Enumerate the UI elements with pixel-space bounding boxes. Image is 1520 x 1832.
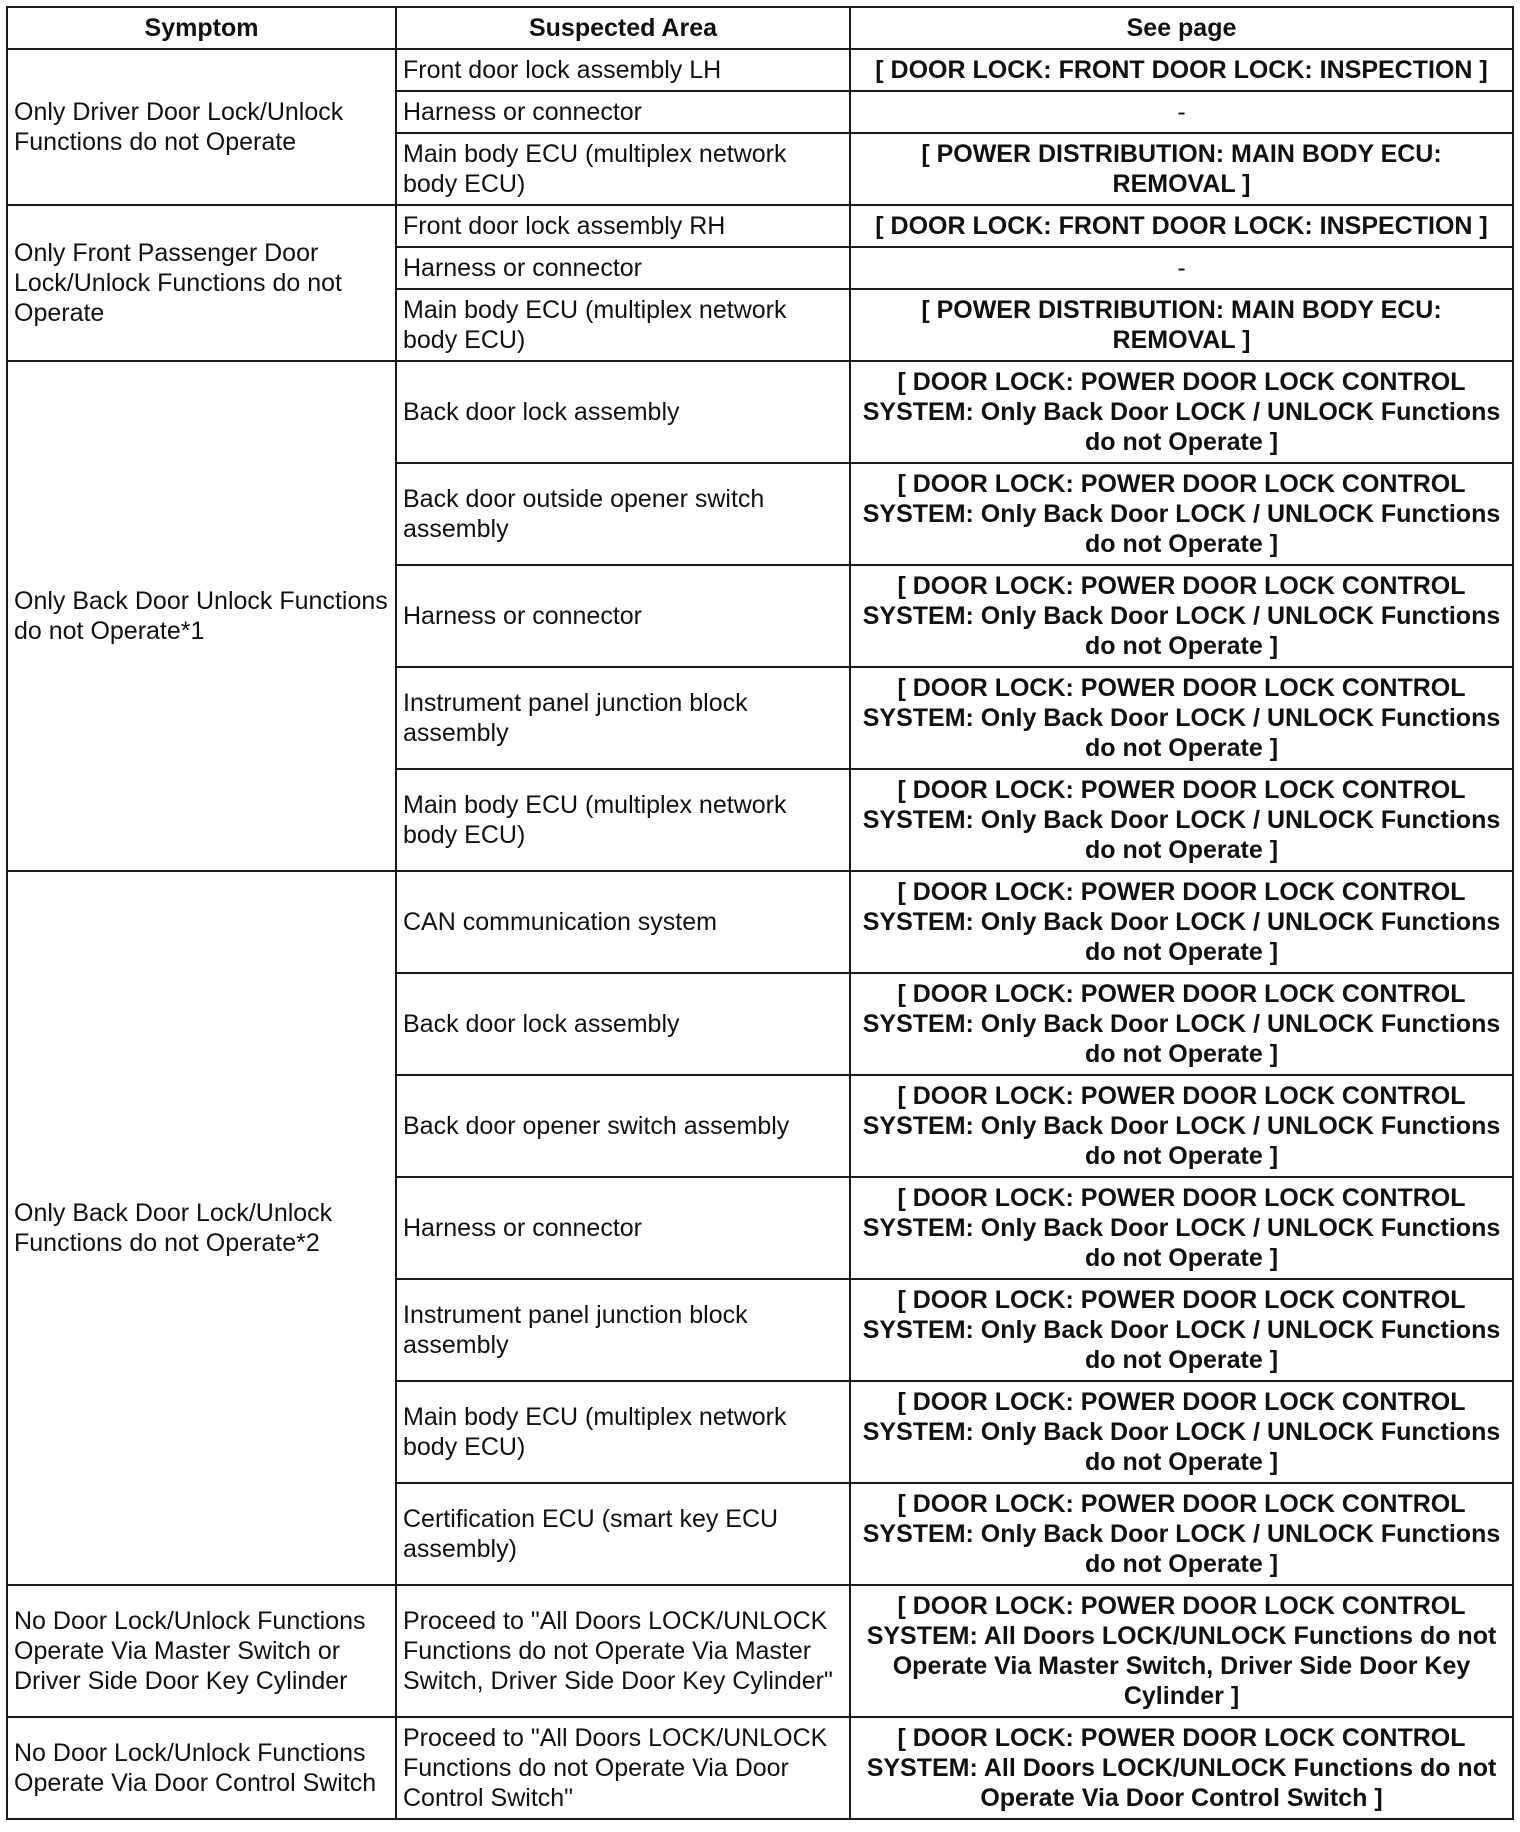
- suspected-area-cell: CAN communication system: [396, 871, 850, 973]
- see-page-cell: [ DOOR LOCK: POWER DOOR LOCK CONTROL SYSTEM: Only Back Door LOCK / UNLOCK Functions do not Operate ]: [850, 667, 1513, 769]
- see-page-cell: [ DOOR LOCK: POWER DOOR LOCK CONTROL SYSTEM: Only Back Door LOCK / UNLOCK Functions do not Operate ]: [850, 1075, 1513, 1177]
- symptom-cell: Only Front Passenger Door Lock/Unlock Functions do not Operate: [7, 205, 396, 361]
- symptom-cell: Only Back Door Lock/Unlock Functions do not Operate*2: [7, 871, 396, 1585]
- suspected-area-cell: Main body ECU (multiplex network body ECU): [396, 1381, 850, 1483]
- see-page-cell: [ DOOR LOCK: FRONT DOOR LOCK: INSPECTION ]: [850, 49, 1513, 91]
- table-row: [7, 361, 1513, 463]
- see-page-cell: [ DOOR LOCK: POWER DOOR LOCK CONTROL SYSTEM: Only Back Door LOCK / UNLOCK Functions do not Operate ]: [850, 1279, 1513, 1381]
- suspected-area-cell: Proceed to "All Doors LOCK/UNLOCK Functions do not Operate Via Master Switch, Driver Side Door Key Cylinder": [396, 1585, 850, 1717]
- suspected-area-cell: Certification ECU (smart key ECU assembly): [396, 1483, 850, 1585]
- symptom-cell: Only Back Door Unlock Functions do not Operate*1: [7, 361, 396, 871]
- suspected-area-cell: Main body ECU (multiplex network body ECU): [396, 769, 850, 871]
- suspected-area-cell: Front door lock assembly LH: [396, 49, 850, 91]
- see-page-cell: [ POWER DISTRIBUTION: MAIN BODY ECU: REMOVAL ]: [850, 133, 1513, 205]
- table-row: [7, 49, 1513, 91]
- table-row: [7, 205, 1513, 247]
- suspected-area-cell: Back door lock assembly: [396, 361, 850, 463]
- see-page-cell: [ DOOR LOCK: POWER DOOR LOCK CONTROL SYSTEM: Only Back Door LOCK / UNLOCK Functions do not Operate ]: [850, 769, 1513, 871]
- table-row: [7, 871, 1513, 973]
- see-page-cell: -: [850, 91, 1513, 133]
- see-page-cell: [ DOOR LOCK: FRONT DOOR LOCK: INSPECTION ]: [850, 205, 1513, 247]
- see-page-cell: [ POWER DISTRIBUTION: MAIN BODY ECU: REMOVAL ]: [850, 289, 1513, 361]
- see-page-cell: [ DOOR LOCK: POWER DOOR LOCK CONTROL SYSTEM: Only Back Door LOCK / UNLOCK Functions do not Operate ]: [850, 463, 1513, 565]
- suspected-area-cell: Instrument panel junction block assembly: [396, 1279, 850, 1381]
- see-page-cell: [ DOOR LOCK: POWER DOOR LOCK CONTROL SYSTEM: All Doors LOCK/UNLOCK Functions do not Operate Via Master Switch, Driver Side Door Key Cylinder ]: [850, 1585, 1513, 1717]
- see-page-cell: [ DOOR LOCK: POWER DOOR LOCK CONTROL SYSTEM: Only Back Door LOCK / UNLOCK Functions do not Operate ]: [850, 871, 1513, 973]
- problem-symptoms-table: [6, 6, 1514, 1820]
- see-page-cell: [ DOOR LOCK: POWER DOOR LOCK CONTROL SYSTEM: Only Back Door LOCK / UNLOCK Functions do not Operate ]: [850, 973, 1513, 1075]
- suspected-area-cell: Proceed to "All Doors LOCK/UNLOCK Functions do not Operate Via Door Control Switch": [396, 1717, 850, 1819]
- suspected-area-cell: Main body ECU (multiplex network body ECU): [396, 133, 850, 205]
- see-page-cell: -: [850, 247, 1513, 289]
- symptom-cell: No Door Lock/Unlock Functions Operate Via Door Control Switch: [7, 1717, 396, 1819]
- symptom-cell: Only Driver Door Lock/Unlock Functions do not Operate: [7, 49, 396, 205]
- suspected-area-cell: Harness or connector: [396, 91, 850, 133]
- symptom-cell: No Door Lock/Unlock Functions Operate Via Master Switch or Driver Side Door Key Cylinder: [7, 1585, 396, 1717]
- table-header-row: [7, 7, 1513, 49]
- suspected-area-cell: Instrument panel junction block assembly: [396, 667, 850, 769]
- suspected-area-cell: Back door lock assembly: [396, 973, 850, 1075]
- header-see-page: See page: [850, 7, 1513, 49]
- see-page-cell: [ DOOR LOCK: POWER DOOR LOCK CONTROL SYSTEM: Only Back Door LOCK / UNLOCK Functions do not Operate ]: [850, 361, 1513, 463]
- suspected-area-cell: Harness or connector: [396, 565, 850, 667]
- suspected-area-cell: Back door outside opener switch assembly: [396, 463, 850, 565]
- see-page-cell: [ DOOR LOCK: POWER DOOR LOCK CONTROL SYSTEM: Only Back Door LOCK / UNLOCK Functions do not Operate ]: [850, 1177, 1513, 1279]
- see-page-cell: [ DOOR LOCK: POWER DOOR LOCK CONTROL SYSTEM: Only Back Door LOCK / UNLOCK Functions do not Operate ]: [850, 1381, 1513, 1483]
- see-page-cell: [ DOOR LOCK: POWER DOOR LOCK CONTROL SYSTEM: Only Back Door LOCK / UNLOCK Functions do not Operate ]: [850, 565, 1513, 667]
- suspected-area-cell: Harness or connector: [396, 247, 850, 289]
- suspected-area-cell: Main body ECU (multiplex network body ECU): [396, 289, 850, 361]
- table-row: [7, 1585, 1513, 1717]
- suspected-area-cell: Back door opener switch assembly: [396, 1075, 850, 1177]
- see-page-cell: [ DOOR LOCK: POWER DOOR LOCK CONTROL SYSTEM: Only Back Door LOCK / UNLOCK Functions do not Operate ]: [850, 1483, 1513, 1585]
- suspected-area-cell: Front door lock assembly RH: [396, 205, 850, 247]
- header-symptom: Symptom: [7, 7, 396, 49]
- table-row: [7, 1717, 1513, 1819]
- header-suspected-area: Suspected Area: [396, 7, 850, 49]
- suspected-area-cell: Harness or connector: [396, 1177, 850, 1279]
- see-page-cell: [ DOOR LOCK: POWER DOOR LOCK CONTROL SYSTEM: All Doors LOCK/UNLOCK Functions do not Operate Via Door Control Switch ]: [850, 1717, 1513, 1819]
